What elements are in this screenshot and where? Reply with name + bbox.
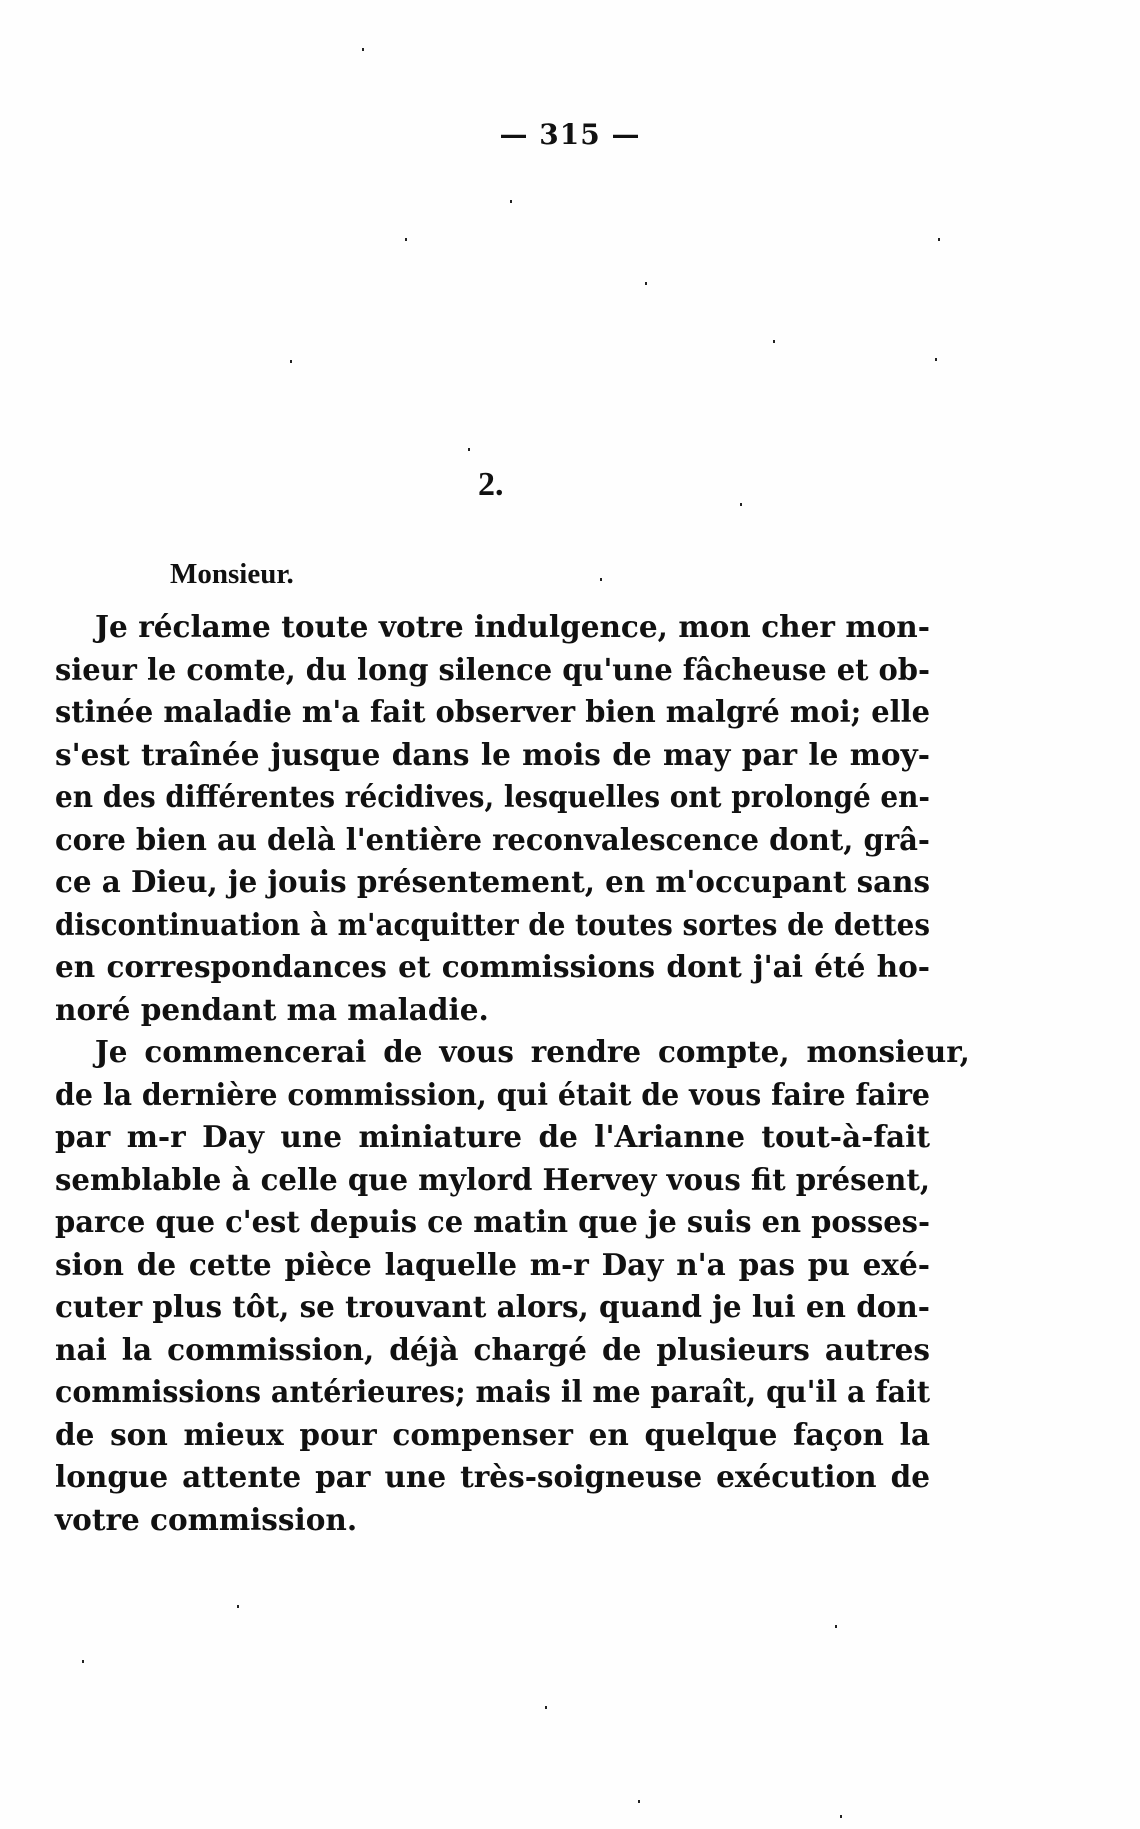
text-line: s'est traînée jusque dans le mois de may par le moy-: [55, 736, 930, 772]
scan-speck: [545, 1706, 547, 1709]
letter-number: 2.: [478, 466, 504, 503]
text-line: par m-r Day une miniature de l'Arianne tout-à-fait: [55, 1119, 930, 1154]
scan-speck: [638, 1800, 640, 1803]
scan-speck: [645, 282, 647, 285]
scan-speck: [405, 238, 407, 241]
scan-speck: [510, 200, 512, 203]
page-number: — 315 —: [499, 118, 641, 151]
text-line: semblable à celle que mylord Hervey vous fit présent,: [55, 1161, 930, 1197]
scan-speck: [237, 1605, 239, 1608]
scan-speck: [290, 360, 292, 363]
text-line: Je commencerai de vous rendre compte, monsieur,: [94, 1034, 970, 1069]
scan-speck: [835, 1625, 837, 1628]
scan-speck: [935, 358, 937, 361]
text-line: longue attente par une très-soigneuse exécution de: [55, 1459, 930, 1494]
text-line: nai la commission, déjà chargé de plusieurs autres: [55, 1331, 930, 1367]
scan-speck: [362, 48, 364, 51]
scan-speck: [773, 340, 775, 343]
text-line: stinée maladie m'a fait observer bien malgré moi; elle: [55, 694, 930, 729]
text-line: sieur le comte, du long silence qu'une fâcheuse et ob-: [55, 651, 930, 687]
text-line: de la dernière commission, qui était de vous faire faire: [55, 1076, 930, 1112]
text-line: commissions antérieures; mais il me paraît, qu'il a fait: [55, 1374, 930, 1409]
scan-speck: [82, 1660, 84, 1663]
text-line: en des différentes récidives, lesquelles ont prolongé en-: [55, 779, 930, 814]
text-line: cuter plus tôt, se trouvant alors, quand je lui en don-: [55, 1289, 930, 1324]
text-line: en correspondances et commissions dont j'ai été ho-: [55, 949, 930, 984]
letter-body: [55, 606, 970, 1541]
scan-speck: [740, 503, 742, 506]
scan-speck: [600, 578, 602, 581]
scan-speck: [938, 238, 940, 241]
scan-speck: [468, 448, 470, 451]
text-line: de son mieux pour compenser en quelque façon la: [55, 1416, 930, 1452]
text-line: votre commission.: [55, 1501, 358, 1537]
text-line: core bien au delà l'entière reconvalescence dont, grâ-: [55, 821, 930, 857]
salutation: Monsieur.: [170, 558, 294, 590]
scan-speck: [840, 1815, 842, 1818]
text-line: parce que c'est depuis ce matin que je suis en posses-: [55, 1204, 930, 1239]
text-line: noré pendant ma maladie.: [55, 991, 489, 1027]
text-line: sion de cette pièce laquelle m-r Day n'a pas pu exé-: [55, 1246, 930, 1282]
text-line: discontinuation à m'acquitter de toutes sortes de dettes: [55, 906, 930, 942]
text-line: ce a Dieu, je jouis présentement, en m'occupant sans: [55, 864, 930, 899]
text-line: Je réclame toute votre indulgence, mon cher mon-: [95, 609, 930, 644]
